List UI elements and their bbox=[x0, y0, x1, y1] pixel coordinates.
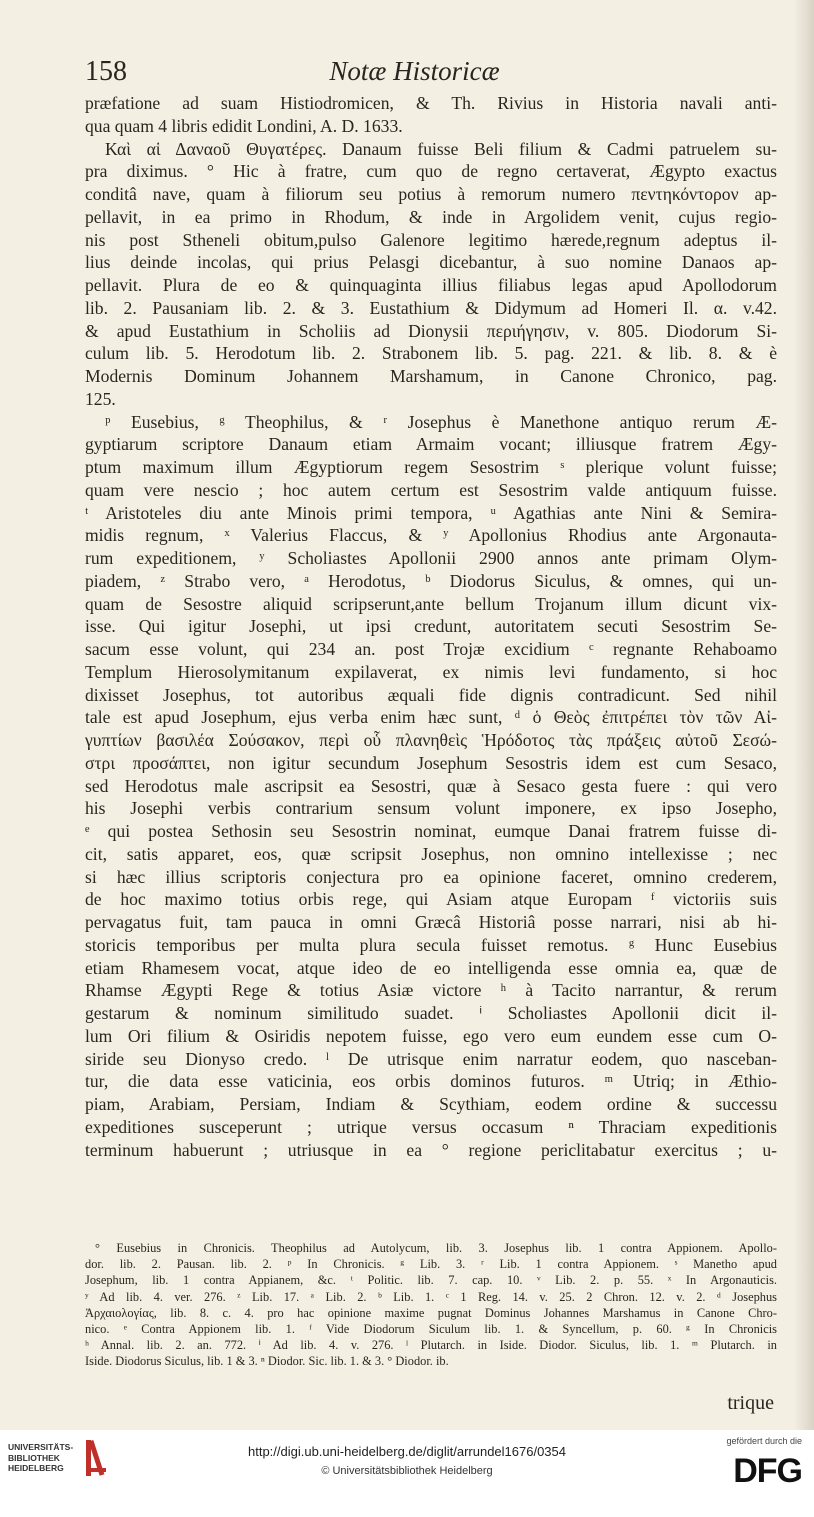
text-line: ptum maximum illum Ægyptiorum regem Sesostrim ˢ plerique volunt fuisse; bbox=[85, 457, 777, 477]
copyright-notice: © Universitätsbibliothek Heidelberg bbox=[321, 1465, 493, 1477]
text-line: sacum esse volunt, qui 234 an. post Trojæ excidium ᶜ regnante Rehaboamo bbox=[85, 639, 777, 659]
text-line: ᵖ Eusebius, ᵍ Theophilus, & ʳ Josephus è Manethone antiquo rerum Æ- bbox=[105, 411, 777, 432]
text-line: στρι προσάπτει, non igitur secundum Josephum Sesostris idem est cum Sesaco, bbox=[85, 752, 777, 773]
text-line: gyptiarum scriptore Danaum etiam Armaim vocant; illiusque fratrem Ægy- bbox=[85, 434, 777, 455]
text-line: pellavit. Plura de eo & quinquaginta illius filiabus legas apud Apollodorum bbox=[85, 275, 777, 295]
text-line: quam de Sesostre aliquid scripserunt,ante bellum Trojanum illum dicunt vix- bbox=[85, 593, 777, 614]
text-line: lum Ori filium & Osiridis nepotem fuisse, ego vero eum eundem esse cum O- bbox=[85, 1025, 777, 1046]
catchword: trique bbox=[727, 1392, 774, 1414]
text-line: Καὶ αἱ Δαναοῦ Θυγατέρες. Danaum fuisse Beli filium & Cadmi patruelem su- bbox=[105, 138, 777, 159]
text-line: qua quam 4 libris edidit Londini, A. D. 1633. bbox=[85, 115, 403, 136]
text-line: cit, satis apparet, eos, quæ scripsit Josephus, non omnino intellexisse ; nec bbox=[85, 843, 777, 864]
text-line: Rhamse Ægypti Rege & totius Asiæ victore ʰ à Tacito narrantur, & rerum bbox=[85, 980, 777, 1001]
page-header bbox=[85, 56, 744, 90]
text-line: siride seu Dionyso credo. ˡ De utrisque enim narratur eodem, quo nasceban- bbox=[85, 1048, 777, 1069]
text-line: rum expeditionem, ʸ Scholiastes Apollonii 2900 annos ante primam Olym- bbox=[85, 548, 777, 568]
text-line: tur, die data esse vaticinia, eos orbis dominos futuros. ᵐ Utriq; in Æthio- bbox=[85, 1071, 777, 1092]
text-line: si hæc illius scriptoris conjectura pro ea opinione faceret, omnino crederem, bbox=[85, 866, 777, 887]
text-line: etiam Rhamesem vocat, atque ideo de eo intelligenda esse omnia ea, quæ de bbox=[85, 957, 777, 978]
footnote-line: ʸ Ad lib. 4. ver. 276. ᶻ Lib. 17. ᵃ Lib. 2. ᵇ Lib. 1. ᶜ 1 Reg. 14. v. 25. 2 Chron. 12. v. 2. ᵈ Josephus bbox=[85, 1289, 777, 1304]
text-line: sed Herodotus male ascripsit ea Sesostri, quæ à Sesaco gesta fuere : qui vero bbox=[85, 775, 777, 796]
text-line: isse. Qui igitur Josephi, ut ipsi credunt, autoritatem secuti Sesostrim Se- bbox=[85, 616, 777, 637]
text-line: pellavit, in ea primo in Rhodum, & inde in Argolidem venit, cujus regio- bbox=[85, 206, 777, 227]
dfg-funding[interactable] bbox=[702, 1434, 802, 1494]
text-line: Modernis Dominum Johannem Marshamum, in Canone Chronico, pag. bbox=[85, 366, 777, 386]
text-line: Templum Hierosolymitanum expilaverat, ex nimis levi fundamento, si hoc bbox=[85, 661, 777, 682]
text-line: ᵗ Aristoteles diu ante Minois primi tempora, ᵘ Agathias ante Nini & Semira- bbox=[85, 502, 777, 523]
text-line: culum lib. 5. Herodotum lib. 2. Strabonem lib. 5. pag. 221. & lib. 8. & è bbox=[85, 343, 777, 364]
text-line: piadem, ᶻ Strabo vero, ᵃ Herodotus, ᵇ Diodorus Siculus, & omnes, qui un- bbox=[85, 570, 777, 591]
library-name-line: BIBLIOTHEK bbox=[8, 1452, 60, 1463]
footnote-line: Ἀρχαιολογίας, lib. 8. c. 4. pro hac opinione maxime pugnat Dominus Johannes Marshamus in Canone Chro- bbox=[85, 1305, 777, 1320]
footnote-line: ° Eusebius in Chronicis. Theophilus ad Autolycum, lib. 3. Josephus lib. 1 contra Appionem. Apollo- bbox=[95, 1241, 777, 1255]
text-line: tale est apud Josephum, ejus verba enim hæc sunt, ᵈ ὁ Θεὸς ἐπιτρέπει τὸν τῶν Αἰ- bbox=[85, 707, 777, 728]
text-line: quam vere nescio ; hoc autem certum est Sesostrim valde antiquum fuisse. bbox=[85, 479, 777, 500]
text-line: pervagatus fuit, tam pauca in omni Græcâ Historiâ posse narrari, nisi ab hi- bbox=[85, 912, 777, 932]
library-name-line: UNIVERSITÄTS- bbox=[8, 1442, 74, 1452]
text-line: storicis temporibus per multa plura secula fuisset remotus. ᵍ Hunc Eusebius bbox=[85, 934, 777, 955]
main-text bbox=[85, 92, 777, 1161]
footnote-line: ʰ Annal. lib. 2. an. 772. ⁱ Ad lib. 4. v. 276. ˡ Plutarch. in Iside. Diodor. Siculus, lib. 1. ᵐ Plutarch. in bbox=[85, 1338, 777, 1353]
text-line: midis regnum, ˣ Valerius Flaccus, & ʸ Apollonius Rhodius ante Argonauta- bbox=[85, 525, 777, 546]
text-line: lib. 2. Pausaniam lib. 2. & 3. Eustathium & Didymum ad Homeri Il. α. v.42. bbox=[85, 297, 777, 318]
text-line: præfatione ad suam Histiodromicen, & Th. Rivius in Historia navali anti- bbox=[85, 93, 777, 113]
footnotes bbox=[85, 1240, 777, 1370]
text-line: 125. bbox=[85, 388, 116, 409]
text-line: lius deinde incolas, qui prius Pelasgi dicebantur, à suo nomine Danaos ap- bbox=[85, 252, 777, 273]
library-name-line: HEIDELBERG bbox=[8, 1463, 64, 1473]
text-line: dixisset Josephus, tot autoribus æquali fide dignis contradicunt. Sed nihil bbox=[85, 684, 777, 705]
permalink-url[interactable]: http://digi.ub.uni-heidelberg.de/diglit/arrundel1676/0354 bbox=[247, 1444, 566, 1459]
text-line: ᵉ qui postea Sethosin seu Sesostrin nominat, eumque Danai fratrem fuisse di- bbox=[85, 821, 777, 841]
text-line: nis post Stheneli obitum,pulso Galenore legitimo hærede,regnum adeptus il- bbox=[85, 229, 777, 250]
footnote-line: Iside. Diodorus Siculus, lib. 1 & 3. ⁿ Diodor. Sic. lib. 1. & 3. ° Diodor. ib. bbox=[85, 1354, 449, 1369]
text-line: pra diximus. ° Hic à fratre, cum quo de regno certaverat, Ægypto exactus bbox=[85, 161, 777, 182]
footnote-line: dor. lib. 2. Pausan. lib. 2. ᵖ In Chronicis. ᵍ Lib. 3. ʳ Lib. 1 contra Appionem. ˢ Manetho apud bbox=[85, 1257, 777, 1272]
text-line: expeditiones susceperunt ; utrique versus occasum ⁿ Thraciam expeditionis bbox=[85, 1116, 777, 1137]
text-line: piam, Arabiam, Persiam, Indiam & Scythiam, eodem ordine & successu bbox=[85, 1094, 777, 1114]
dfg-logo: DFG bbox=[733, 1452, 802, 1490]
text-line: & apud Eustathium in Scholiis ad Dionysii περιήγησιν, v. 805. Diodorum Si- bbox=[85, 320, 777, 341]
page-edge-shadow bbox=[794, 0, 814, 1430]
text-line: de hoc maximo totius orbis rege, qui Asiam atque Europam ᶠ victoriis suis bbox=[85, 889, 777, 910]
viewer-footer bbox=[0, 1430, 814, 1517]
footnote-line: Josephum, lib. 1 contra Appianem, &c. ᵗ Politic. lib. 7. cap. 10. ᵛ Lib. 2. p. 55. ˣ In Argonauticis. bbox=[85, 1273, 777, 1288]
running-title: Notæ Historicæ bbox=[329, 56, 500, 86]
page-number: 158 bbox=[85, 56, 127, 87]
text-line: gestarum & nominum similitudo suadet. ⁱ Scholiastes Apollonii dicit il- bbox=[85, 1003, 777, 1023]
text-line: conditâ nave, quam à filiorum seu potius à remorum numero πεντηκόντορον ap- bbox=[85, 184, 777, 204]
text-line: terminum habuerunt ; utriusque in ea ° regione periclitabatur exercitus ; u- bbox=[85, 1139, 777, 1160]
footnote-line: nico. ᵉ Contra Appionem lib. 1. ᶠ Vide Diodorum Siculum lib. 1. & Syncellum, p. 60. ᵍ In Chronicis bbox=[85, 1322, 777, 1337]
text-line: his Josephi verbis contrarium sensum volunt imponere, ex ipso Josepho, bbox=[85, 798, 777, 819]
text-line: γυπτίων βασιλέα Σούσακον, περὶ οὗ πλανηθεὶς Ἡρόδοτος τὰς πράξεις αὐτοῦ Σεσώ- bbox=[85, 730, 777, 750]
funding-caption: gefördert durch die bbox=[726, 1436, 802, 1446]
